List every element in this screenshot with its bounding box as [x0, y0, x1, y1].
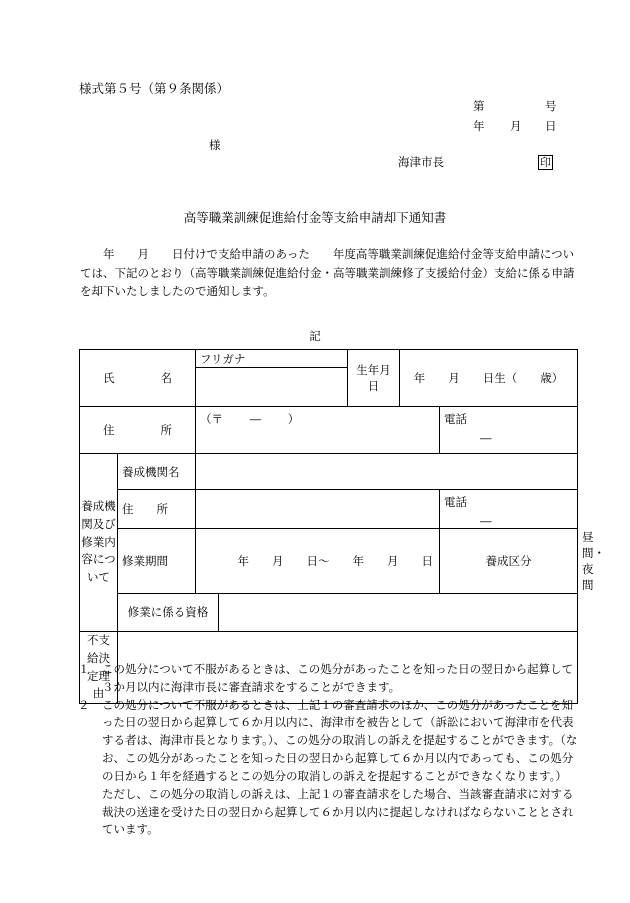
training-period-label: 修業期間 [118, 529, 196, 594]
facility-group-text: 養成機関及び修業内容について [81, 498, 116, 585]
name-label: 氏 名 [80, 350, 196, 407]
qualification-field[interactable] [219, 594, 578, 632]
date-day: 日 [545, 119, 557, 133]
postal-code-field: （〒 ― ） [200, 412, 300, 426]
date-month: 月 [510, 119, 522, 133]
training-period-value: 年 月 日～ 年 月 日 [196, 529, 440, 594]
body-paragraph: 年 月 日付けで支給申請のあった 年度高等職業訓練促進給付金等支給申請については、下記のとおり（高等職業訓練促進給付金・高等職業訓練修了支援給付金）支給に係る申請を却下いたしましたので通知します。 [80, 247, 575, 299]
note-text: この処分について不服があるときは、上記１の審査請求のほか、この処分があったことを知った日の翌日から起算して６か月以内に、海津市を被告として（訴訟において海津市を代表する者は、海津市長となります。）、この処分の取消しの訴えを提起することができます。（なお、この処分があったことを知った日の翌日から起算して６か月以内であっても、この処分の日から１年を経過するとこの処分の取消しの訴えを提起することができなくなります。）ただし、この処分の取消しの訴えは、上記１の審査請求をした場合、当該審査請求に対する裁決の送達を受けた日の翌日から起算して６か月以内に提起しなければならないこととされています。 [102, 697, 578, 837]
issuer-name: 海津市長 [398, 155, 444, 169]
facility-phone-label: 電話 [444, 495, 468, 509]
document-title: 高等職業訓練促進給付金等支給申請却下通知書 [183, 210, 447, 225]
facility-phone-dash: ― [480, 514, 492, 528]
seal-text: 印 [540, 156, 551, 169]
ki-label: 記 [309, 329, 321, 343]
phone-label: 電話 [444, 412, 468, 426]
notes-section [78, 661, 578, 839]
facility-name-field[interactable] [196, 454, 578, 490]
note-number: １ [78, 662, 90, 676]
application-table: 氏 名 フリガナ 生年月日 年 月 日生（ 歳） 住 所 （〒 ― ） 電話 ― 養成機関及び修業内容について 養成機関名 住 所 電話 ― 修業期間 年 月 日～ 年 月 日 養成区分 昼間・夜間 修業に係る資格 不支給決定理由 [79, 349, 578, 704]
phone-cell[interactable] [440, 407, 578, 454]
addressee-suffix: 様 [209, 138, 221, 152]
reason-label: 不支給決定理由 [80, 632, 118, 704]
name-field[interactable] [196, 368, 348, 407]
facility-name-label: 養成機関名 [118, 454, 196, 490]
note-text: この処分について不服があるときは、この処分があったことを知った日の翌日から起算して３か月以内に海津市長に審査請求をすることができます。 [102, 662, 574, 694]
course-type-label: 養成区分 [440, 529, 578, 594]
date-year: 年 [473, 119, 485, 133]
note-number: ２ [78, 697, 90, 712]
note-item [78, 661, 578, 697]
form-number: 様式第５号（第９条関係） [79, 81, 230, 96]
birth-date-label: 生年月日 [348, 350, 400, 407]
facility-group-label [80, 454, 118, 632]
qualification-label: 修業に係る資格 [118, 594, 219, 632]
facility-address-field[interactable] [196, 490, 440, 529]
doc-number-prefix: 第 [473, 99, 485, 113]
facility-address-label: 住 所 [118, 490, 196, 529]
doc-number-suffix: 号 [545, 99, 557, 113]
note-item [78, 697, 578, 840]
seal-mark [538, 155, 553, 170]
furigana-label: フリガナ [196, 350, 348, 368]
phone-dash: ― [480, 431, 492, 445]
address-label: 住 所 [80, 407, 196, 454]
address-field[interactable] [196, 407, 440, 454]
facility-phone-cell[interactable] [440, 490, 578, 529]
birth-date-value: 年 月 日生（ 歳） [400, 350, 578, 407]
